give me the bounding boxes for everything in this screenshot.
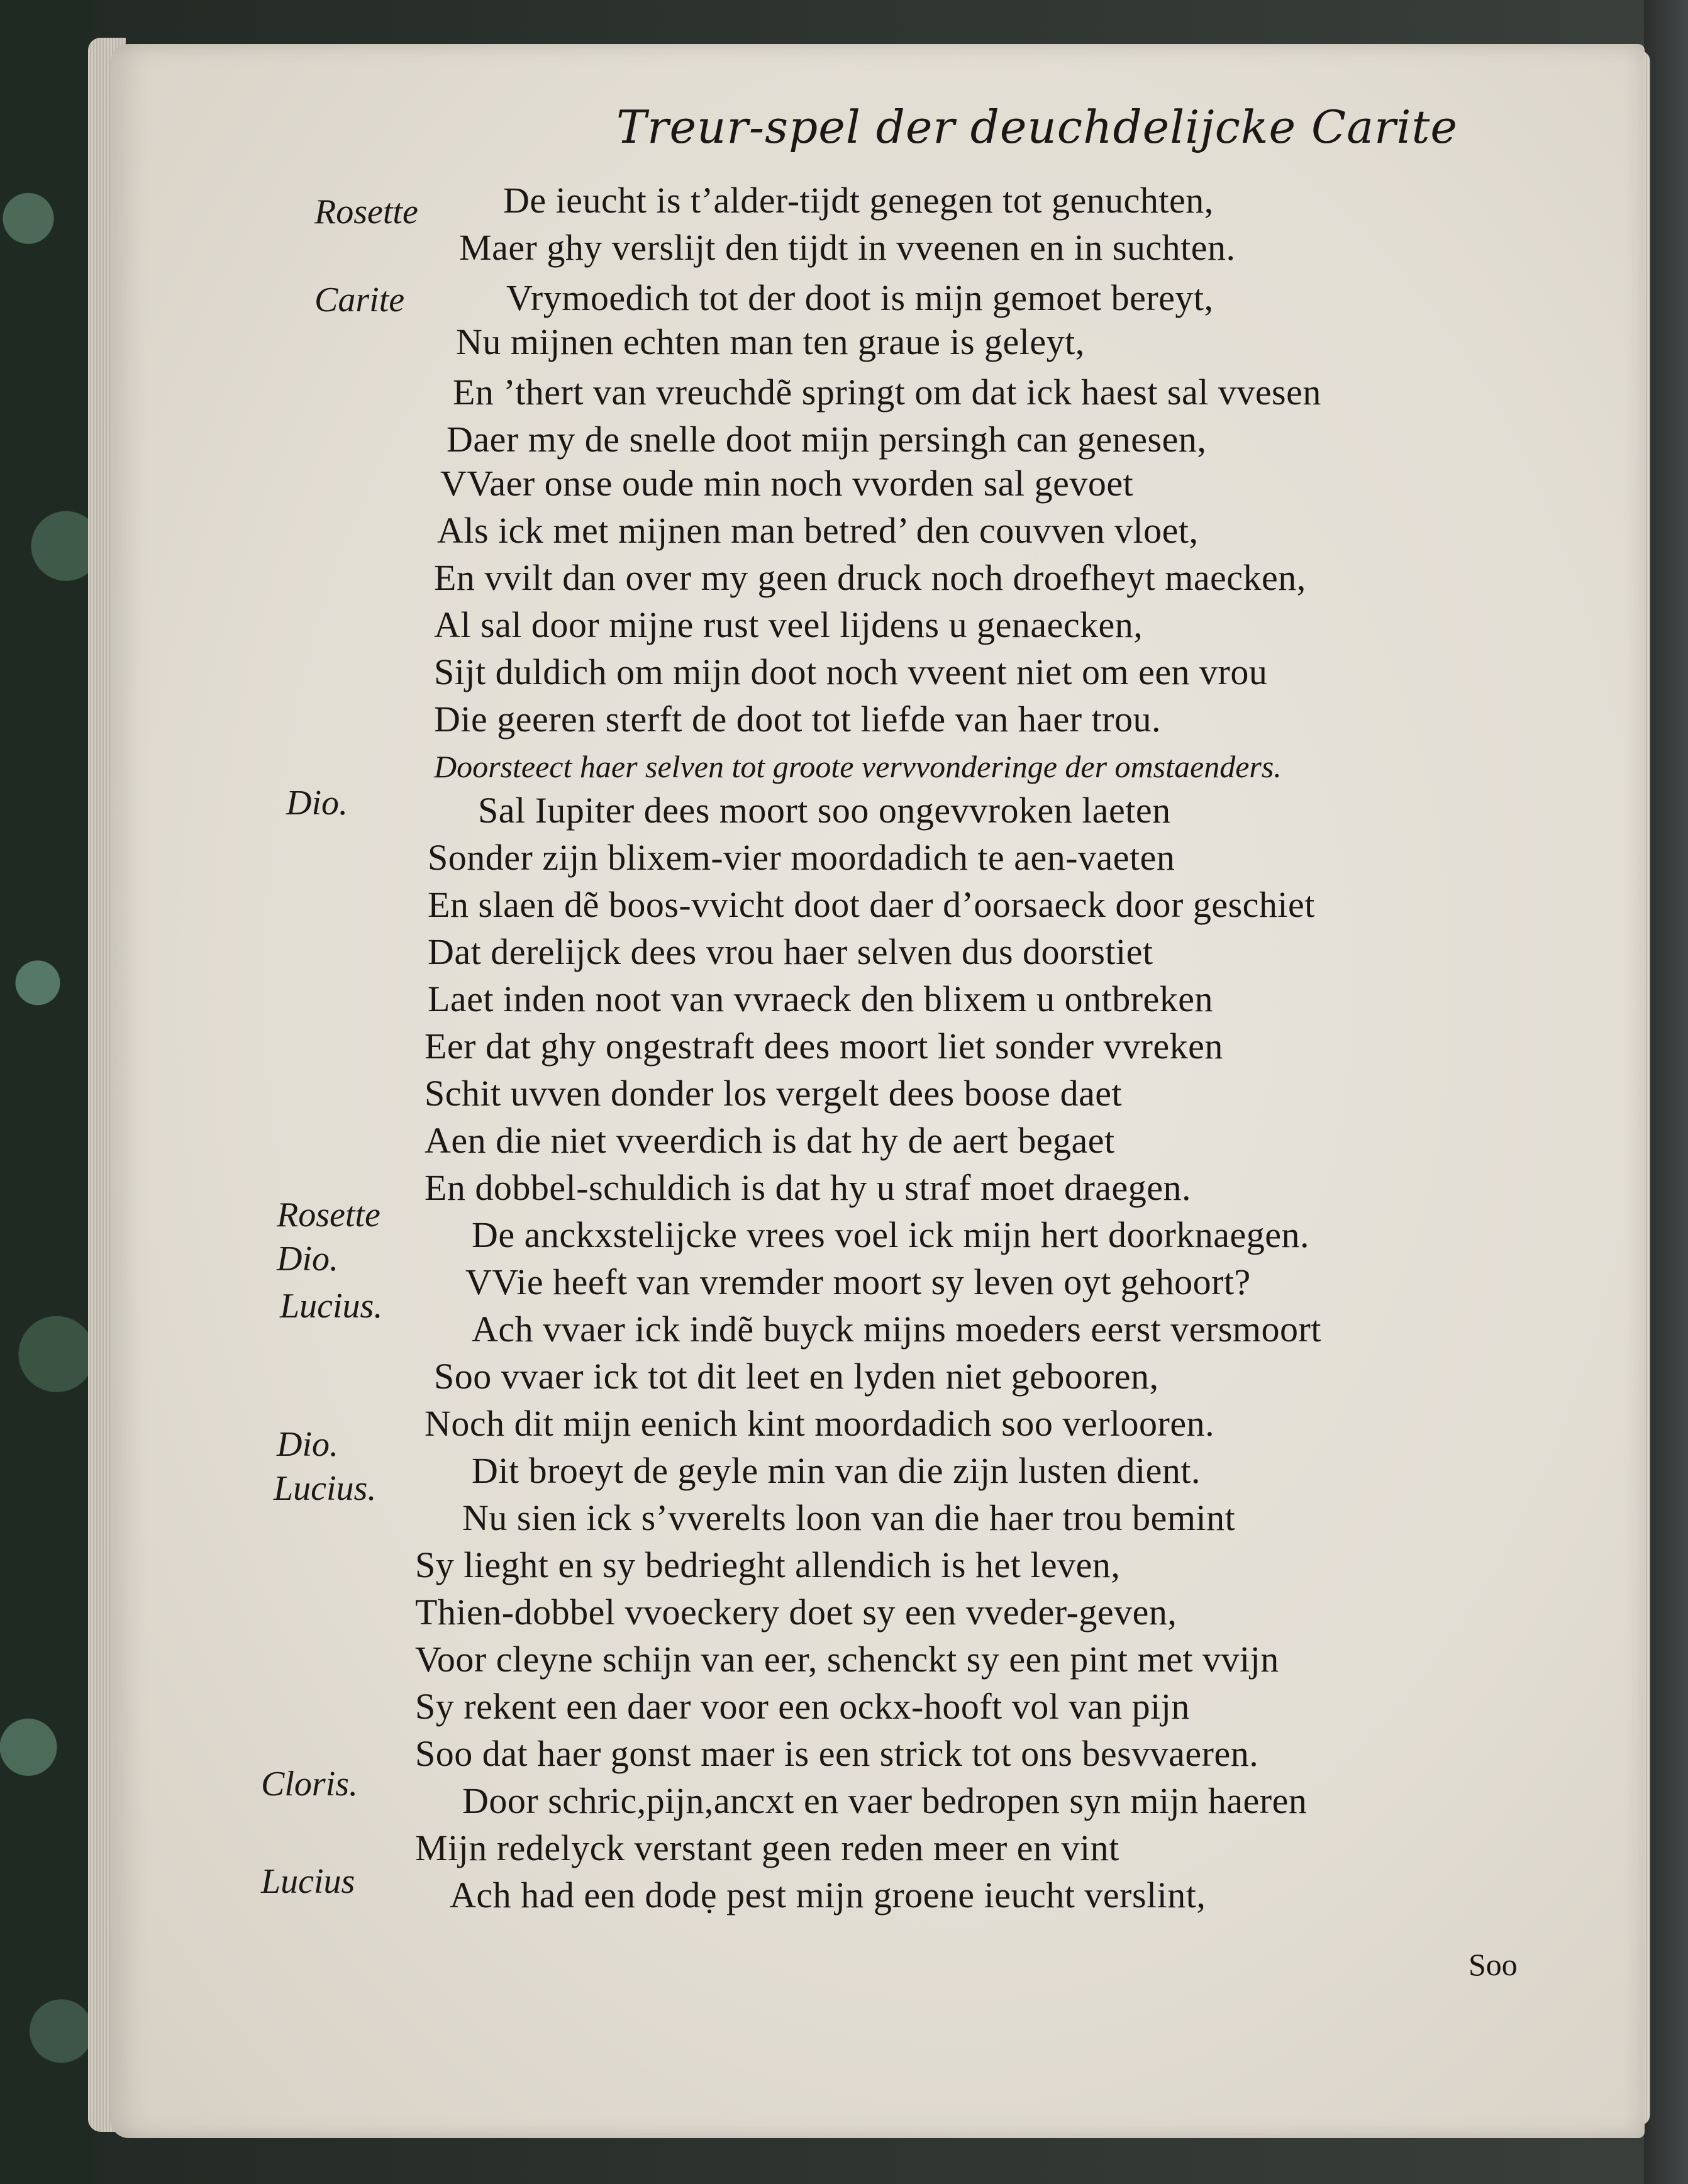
- verse-line: Soo vvaer ick tot dit leet en lyden niet gebooren,: [434, 1356, 1159, 1397]
- verse-line: Al sal door mijne rust veel lijdens u genaecken,: [434, 604, 1143, 645]
- catchword: Soo: [1469, 1947, 1518, 1982]
- speaker-label: Cloris.: [261, 1765, 358, 1804]
- verse-line: Mijn redelyck verstant geen reden meer en vint: [415, 1827, 1119, 1868]
- verse-line: Dit broeyt de geyle min van die zijn lusten dient.: [472, 1450, 1201, 1491]
- verse-line: Als ick met mijnen man betred’ den couvven vloet,: [437, 510, 1199, 551]
- verse-line: Sy lieght en sy bedrieght allendich is het leven,: [415, 1544, 1121, 1585]
- verse-line: Die geeren sterft de doot tot liefde van haer trou.: [434, 699, 1162, 740]
- speaker-label: Rosette: [277, 1195, 380, 1234]
- speaker-label: Dio.: [286, 784, 348, 823]
- verse-line: Aen die niet vveerdich is dat hy de aert begaet: [425, 1120, 1115, 1161]
- verse-line: Schit uvven donder los vergelt dees boose daet: [425, 1073, 1123, 1114]
- speaker-label: Dio.: [277, 1425, 338, 1464]
- verse-line: Ach vvaer ick indẽ buyck mijns moeders eerst versmoort: [472, 1309, 1321, 1350]
- verse-line: VVaer onse oude min noch vvorden sal gevoet: [440, 463, 1134, 504]
- verse-line: Dat derelijck dees vrou haer selven dus doorstiet: [428, 931, 1153, 972]
- verse-line: Daer my de snelle doot mijn persingh can genesen,: [447, 419, 1207, 460]
- speaker-label: Lucius.: [274, 1469, 377, 1508]
- verse-line: Nu mijnen echten man ten graue is geleyt,: [456, 321, 1085, 362]
- speaker-label: Rosette: [314, 192, 418, 231]
- running-head: Treur-spel der deuchdelijcke Carite: [616, 101, 1458, 153]
- verse-line: De anckxstelijcke vrees voel ick mijn hert doorknaegen.: [472, 1214, 1310, 1255]
- speaker-label: Dio.: [277, 1239, 338, 1278]
- speaker-label: Carite: [314, 280, 405, 319]
- verse-line: Noch dit mijn eenich kint moordadich soo verlooren.: [425, 1403, 1215, 1444]
- verse-line: Voor cleyne schijn van eer, schenckt sy een pint met vvijn: [415, 1639, 1279, 1680]
- verse-line: Sal Iupiter dees moort soo ongevvroken laeten: [478, 790, 1171, 831]
- verse-line: Ach had een dodẹ pest mijn groene ieucht verslint,: [450, 1875, 1206, 1915]
- verse-line: En vvilt dan over my geen druck noch droefheyt maecken,: [434, 557, 1306, 598]
- verse-line: Nu sien ick s’vverelts loon van die haer trou bemint: [462, 1497, 1236, 1538]
- speaker-label: Lucius: [261, 1862, 355, 1901]
- verse-line: Vrymoedich tot der doot is mijn gemoet bereyt,: [506, 277, 1214, 318]
- verse-line: VVie heeft van vremder moort sy leven oyt gehoort?: [465, 1261, 1251, 1302]
- speaker-label: Lucius.: [280, 1287, 383, 1326]
- verse-line: Eer dat ghy ongestraft dees moort liet sonder vvreken: [425, 1026, 1223, 1067]
- verse-line: De ieucht is t’alder-tijdt genegen tot genuchten,: [503, 180, 1214, 221]
- stage-direction: Doorsteect haer selven tot groote vervvonderinge der omstaenders.: [434, 749, 1282, 784]
- verse-line: Sonder zijn blixem-vier moordadich te aen-vaeten: [428, 837, 1175, 878]
- verse-line: Laet inden noot van vvraeck den blixem u ontbreken: [428, 978, 1214, 1019]
- verse-line: Soo dat haer gonst maer is een strick tot ons besvvaeren.: [415, 1733, 1259, 1774]
- verse-line: En slaen dẽ boos-vvicht doot daer d’oorsaeck door geschiet: [428, 884, 1315, 925]
- verse-line: Door schric,pijn,ancxt en vaer bedropen syn mijn haeren: [462, 1780, 1308, 1821]
- verse-line: Thien-dobbel vvoeckery doet sy een vveder-geven,: [415, 1592, 1177, 1632]
- marbled-cover-left: [0, 0, 94, 2184]
- verse-line: Maer ghy verslijt den tijdt in vveenen en in suchten.: [459, 227, 1236, 268]
- verse-line: Sy rekent een daer voor een ockx-hooft vol van pijn: [415, 1686, 1190, 1727]
- verse-line: En ’thert van vreuchdẽ springt om dat ick haest sal vvesen: [453, 372, 1321, 413]
- cover-right: [1644, 0, 1688, 2184]
- verse-line: En dobbel-schuldich is dat hy u straf moet draegen.: [425, 1167, 1192, 1208]
- verse-line: Sijt duldich om mijn doot noch vveent niet om een vrou: [434, 651, 1268, 692]
